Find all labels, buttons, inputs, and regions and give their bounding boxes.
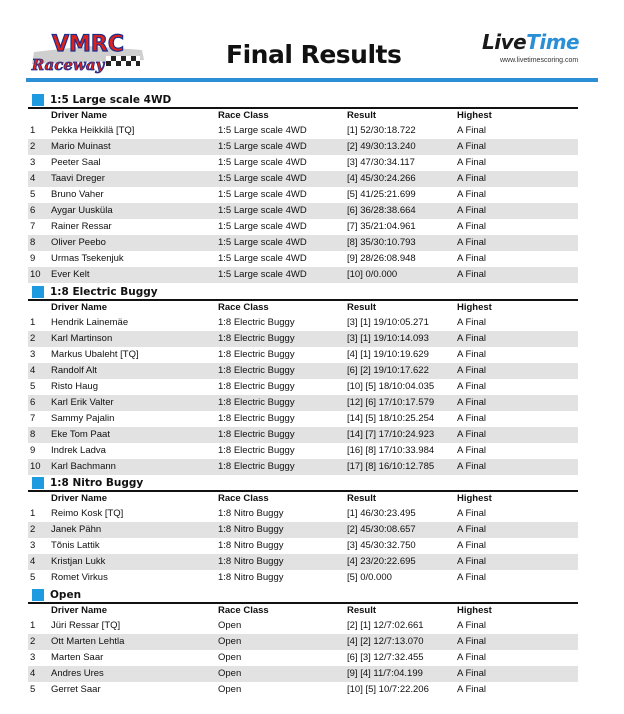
section-marker-icon xyxy=(32,589,44,601)
cell-driver-name: Romet Virkus xyxy=(51,572,108,583)
cell-highest: A Final xyxy=(457,636,487,647)
cell-result: [14] [5] 18/10:25.254 xyxy=(347,413,435,424)
col-driver-name: Driver Name xyxy=(51,605,107,616)
table-row xyxy=(28,171,578,187)
vmrc-logo-graphic xyxy=(28,30,148,76)
cell-race-class: 1:5 Large scale 4WD xyxy=(218,221,307,232)
results-section xyxy=(28,284,578,475)
col-highest: Highest xyxy=(457,493,492,504)
cell-position: 3 xyxy=(30,540,36,551)
cell-position: 2 xyxy=(30,524,36,535)
cell-driver-name: Janek Pähn xyxy=(51,524,102,535)
header-rule xyxy=(26,78,598,82)
section-title-text: 1:8 Electric Buggy xyxy=(50,285,158,298)
cell-race-class: 1:5 Large scale 4WD xyxy=(218,173,307,184)
results-section xyxy=(28,475,578,586)
cell-position: 4 xyxy=(30,556,36,567)
table-row xyxy=(28,331,578,347)
cell-race-class: 1:8 Nitro Buggy xyxy=(218,540,284,551)
cell-result: [2] [1] 12/7:02.661 xyxy=(347,620,424,631)
table-row xyxy=(28,443,578,459)
cell-result: [3] [1] 19/10:14.093 xyxy=(347,333,429,344)
cell-highest: A Final xyxy=(457,349,487,360)
section-marker-icon xyxy=(32,477,44,489)
table-row xyxy=(28,666,578,682)
table-row xyxy=(28,618,578,634)
cell-position: 5 xyxy=(30,189,36,200)
cell-highest: A Final xyxy=(457,333,487,344)
cell-position: 6 xyxy=(30,205,36,216)
column-headers xyxy=(28,109,578,123)
cell-result: [3] 45/30:32.750 xyxy=(347,540,416,551)
cell-highest: A Final xyxy=(457,317,487,328)
cell-position: 2 xyxy=(30,141,36,152)
cell-highest: A Final xyxy=(457,221,487,232)
cell-driver-name: Kristjan Lukk xyxy=(51,556,106,567)
cell-result: [10] [5] 10/7:22.206 xyxy=(347,684,429,695)
cell-result: [9] [4] 11/7:04.199 xyxy=(347,668,423,679)
cell-driver-name: Aygar Uusküla xyxy=(51,205,113,216)
cell-highest: A Final xyxy=(457,269,487,280)
cell-position: 6 xyxy=(30,397,36,408)
cell-race-class: Open xyxy=(218,636,242,647)
cell-driver-name: Markus Ubaleht [TQ] xyxy=(51,349,139,360)
table-row xyxy=(28,634,578,650)
table-row xyxy=(28,506,578,522)
cell-highest: A Final xyxy=(457,237,487,248)
cell-driver-name: Karl Erik Valter xyxy=(51,397,114,408)
section-title-text: 1:5 Large scale 4WD xyxy=(50,93,172,106)
col-driver-name: Driver Name xyxy=(51,493,107,504)
cell-position: 1 xyxy=(30,620,36,631)
cell-position: 5 xyxy=(30,381,36,392)
cell-highest: A Final xyxy=(457,141,487,152)
cell-position: 1 xyxy=(30,508,36,519)
livetime-logo xyxy=(482,30,602,70)
section-title xyxy=(28,475,578,490)
cell-highest: A Final xyxy=(457,508,487,519)
cell-position: 10 xyxy=(30,269,41,280)
table-row xyxy=(28,538,578,554)
cell-position: 2 xyxy=(30,333,36,344)
cell-highest: A Final xyxy=(457,413,487,424)
cell-result: [14] [7] 17/10:24.923 xyxy=(347,429,435,440)
cell-position: 4 xyxy=(30,173,36,184)
cell-highest: A Final xyxy=(457,173,487,184)
livetime-url: www.livetimescoring.com xyxy=(500,57,579,64)
cell-race-class: 1:5 Large scale 4WD xyxy=(218,141,307,152)
cell-driver-name: Marten Saar xyxy=(51,652,104,663)
cell-driver-name: Karl Martinson xyxy=(51,333,113,344)
col-race-class: Race Class xyxy=(218,110,269,121)
cell-race-class: Open xyxy=(218,668,242,679)
cell-highest: A Final xyxy=(457,397,487,408)
table-row xyxy=(28,123,578,139)
cell-result: [5] 0/0.000 xyxy=(347,572,392,583)
table-row xyxy=(28,155,578,171)
cell-position: 2 xyxy=(30,636,36,647)
col-driver-name: Driver Name xyxy=(51,302,107,313)
section-marker-icon xyxy=(32,286,44,298)
cell-result: [3] [1] 19/10:05.271 xyxy=(347,317,429,328)
cell-race-class: 1:8 Nitro Buggy xyxy=(218,572,284,583)
cell-position: 1 xyxy=(30,317,36,328)
cell-result: [8] 35/30:10.793 xyxy=(347,237,416,248)
cell-position: 7 xyxy=(30,221,36,232)
cell-driver-name: Taavi Dreger xyxy=(51,173,105,184)
cell-result: [10] [5] 18/10:04.035 xyxy=(347,381,435,392)
results-section xyxy=(28,92,578,283)
cell-result: [10] 0/0.000 xyxy=(347,269,398,280)
livetime-wordmark: LiveTime xyxy=(482,30,580,54)
cell-position: 1 xyxy=(30,125,36,136)
cell-race-class: Open xyxy=(218,684,242,695)
cell-race-class: 1:5 Large scale 4WD xyxy=(218,189,307,200)
cell-race-class: 1:5 Large scale 4WD xyxy=(218,205,307,216)
cell-position: 9 xyxy=(30,445,36,456)
cell-race-class: 1:5 Large scale 4WD xyxy=(218,269,307,280)
cell-race-class: 1:8 Electric Buggy xyxy=(218,413,295,424)
table-row xyxy=(28,219,578,235)
cell-driver-name: Sammy Pajalin xyxy=(51,413,115,424)
cell-race-class: 1:8 Electric Buggy xyxy=(218,461,295,472)
cell-highest: A Final xyxy=(457,429,487,440)
page-header xyxy=(0,0,624,82)
cell-race-class: 1:8 Electric Buggy xyxy=(218,365,295,376)
cell-driver-name: Tõnis Lattik xyxy=(51,540,100,551)
cell-driver-name: Oliver Peebo xyxy=(51,237,106,248)
table-row xyxy=(28,570,578,586)
cell-highest: A Final xyxy=(457,556,487,567)
cell-highest: A Final xyxy=(457,620,487,631)
cell-race-class: 1:8 Electric Buggy xyxy=(218,317,295,328)
cell-result: [12] [6] 17/10:17.579 xyxy=(347,397,435,408)
section-title xyxy=(28,92,578,107)
cell-position: 8 xyxy=(30,237,36,248)
cell-result: [4] 23/20:22.695 xyxy=(347,556,416,567)
cell-highest: A Final xyxy=(457,189,487,200)
cell-driver-name: Risto Haug xyxy=(51,381,98,392)
col-highest: Highest xyxy=(457,110,492,121)
table-row xyxy=(28,650,578,666)
cell-position: 8 xyxy=(30,429,36,440)
cell-highest: A Final xyxy=(457,445,487,456)
table-row xyxy=(28,347,578,363)
cell-result: [5] 41/25:21.699 xyxy=(347,189,416,200)
cell-result: [4] [1] 19/10:19.629 xyxy=(347,349,429,360)
cell-driver-name: Gerret Saar xyxy=(51,684,101,695)
col-result: Result xyxy=(347,110,377,121)
cell-driver-name: Mario Muinast xyxy=(51,141,111,152)
cell-result: [4] [2] 12/7:13.070 xyxy=(347,636,424,647)
table-row xyxy=(28,203,578,219)
cell-position: 10 xyxy=(30,461,41,472)
cell-result: [6] [2] 19/10:17.622 xyxy=(347,365,429,376)
cell-result: [4] 45/30:24.266 xyxy=(347,173,416,184)
table-row xyxy=(28,235,578,251)
col-highest: Highest xyxy=(457,605,492,616)
cell-position: 4 xyxy=(30,668,36,679)
cell-highest: A Final xyxy=(457,205,487,216)
table-row xyxy=(28,363,578,379)
cell-driver-name: Indrek Ladva xyxy=(51,445,106,456)
cell-driver-name: Ever Kelt xyxy=(51,269,90,280)
cell-highest: A Final xyxy=(457,461,487,472)
cell-highest: A Final xyxy=(457,253,487,264)
cell-position: 3 xyxy=(30,349,36,360)
col-race-class: Race Class xyxy=(218,493,269,504)
cell-highest: A Final xyxy=(457,652,487,663)
cell-driver-name: Randolf Alt xyxy=(51,365,97,376)
table-row xyxy=(28,427,578,443)
cell-driver-name: Bruno Vaher xyxy=(51,189,104,200)
col-race-class: Race Class xyxy=(218,605,269,616)
cell-result: [1] 46/30:23.495 xyxy=(347,508,416,519)
cell-result: [9] 28/26:08.948 xyxy=(347,253,416,264)
results-section xyxy=(28,587,578,698)
cell-race-class: 1:5 Large scale 4WD xyxy=(218,253,307,264)
col-race-class: Race Class xyxy=(218,302,269,313)
cell-result: [2] 49/30:13.240 xyxy=(347,141,416,152)
cell-highest: A Final xyxy=(457,365,487,376)
cell-highest: A Final xyxy=(457,524,487,535)
cell-position: 3 xyxy=(30,157,36,168)
cell-position: 5 xyxy=(30,684,36,695)
cell-driver-name: Rainer Ressar xyxy=(51,221,112,232)
cell-race-class: 1:8 Electric Buggy xyxy=(218,381,295,392)
cell-race-class: Open xyxy=(218,652,242,663)
cell-race-class: 1:8 Electric Buggy xyxy=(218,333,295,344)
cell-driver-name: Urmas Tsekenjuk xyxy=(51,253,124,264)
table-row xyxy=(28,251,578,267)
table-row xyxy=(28,522,578,538)
cell-position: 7 xyxy=(30,413,36,424)
column-headers xyxy=(28,301,578,315)
cell-race-class: Open xyxy=(218,620,242,631)
table-row xyxy=(28,682,578,698)
column-headers xyxy=(28,604,578,618)
cell-driver-name: Eke Tom Paat xyxy=(51,429,110,440)
cell-result: [17] [8] 16/10:12.785 xyxy=(347,461,435,472)
cell-position: 5 xyxy=(30,572,36,583)
cell-result: [16] [8] 17/10:33.984 xyxy=(347,445,435,456)
table-row xyxy=(28,267,578,283)
table-row xyxy=(28,554,578,570)
cell-race-class: 1:8 Nitro Buggy xyxy=(218,524,284,535)
cell-highest: A Final xyxy=(457,157,487,168)
col-result: Result xyxy=(347,493,377,504)
table-row xyxy=(28,187,578,203)
cell-highest: A Final xyxy=(457,684,487,695)
table-row xyxy=(28,411,578,427)
svg-text:Raceway: Raceway xyxy=(31,56,105,74)
table-row xyxy=(28,315,578,331)
cell-result: [6] 36/28:38.664 xyxy=(347,205,416,216)
cell-result: [3] 47/30:34.117 xyxy=(347,157,415,168)
cell-driver-name: Pekka Heikkilä [TQ] xyxy=(51,125,135,136)
cell-driver-name: Jüri Ressar [TQ] xyxy=(51,620,121,631)
table-row xyxy=(28,459,578,475)
table-row xyxy=(28,395,578,411)
table-row xyxy=(28,139,578,155)
cell-result: [6] [3] 12/7:32.455 xyxy=(347,652,424,663)
cell-race-class: 1:8 Nitro Buggy xyxy=(218,508,284,519)
section-title-text: 1:8 Nitro Buggy xyxy=(50,476,144,489)
cell-driver-name: Andres Ures xyxy=(51,668,104,679)
col-result: Result xyxy=(347,302,377,313)
cell-race-class: 1:8 Electric Buggy xyxy=(218,349,295,360)
cell-position: 4 xyxy=(30,365,36,376)
cell-race-class: 1:5 Large scale 4WD xyxy=(218,157,307,168)
col-highest: Highest xyxy=(457,302,492,313)
cell-driver-name: Reimo Kosk [TQ] xyxy=(51,508,124,519)
cell-highest: A Final xyxy=(457,381,487,392)
vmrc-raceway-logo xyxy=(28,30,148,76)
col-result: Result xyxy=(347,605,377,616)
section-marker-icon xyxy=(32,94,44,106)
section-title xyxy=(28,284,578,299)
cell-race-class: 1:8 Electric Buggy xyxy=(218,397,295,408)
cell-driver-name: Ott Marten Lehtla xyxy=(51,636,125,647)
cell-highest: A Final xyxy=(457,668,487,679)
cell-driver-name: Peeter Saal xyxy=(51,157,101,168)
cell-position: 9 xyxy=(30,253,36,264)
cell-driver-name: Hendrik Lainemäe xyxy=(51,317,129,328)
cell-highest: A Final xyxy=(457,125,487,136)
cell-race-class: 1:8 Electric Buggy xyxy=(218,429,295,440)
col-driver-name: Driver Name xyxy=(51,110,107,121)
cell-result: [2] 45/30:08.657 xyxy=(347,524,416,535)
section-title xyxy=(28,587,578,602)
cell-result: [1] 52/30:18.722 xyxy=(347,125,416,136)
section-title-text: Open xyxy=(50,588,82,601)
cell-result: [7] 35/21:04.961 xyxy=(347,221,416,232)
cell-race-class: 1:5 Large scale 4WD xyxy=(218,237,307,248)
page-title: Final Results xyxy=(226,40,402,69)
column-headers xyxy=(28,492,578,506)
table-row xyxy=(28,379,578,395)
cell-race-class: 1:5 Large scale 4WD xyxy=(218,125,307,136)
cell-highest: A Final xyxy=(457,540,487,551)
cell-driver-name: Karl Bachmann xyxy=(51,461,116,472)
svg-text:VMRC: VMRC xyxy=(51,32,125,57)
cell-race-class: 1:8 Nitro Buggy xyxy=(218,556,284,567)
cell-highest: A Final xyxy=(457,572,487,583)
cell-race-class: 1:8 Electric Buggy xyxy=(218,445,295,456)
cell-position: 3 xyxy=(30,652,36,663)
